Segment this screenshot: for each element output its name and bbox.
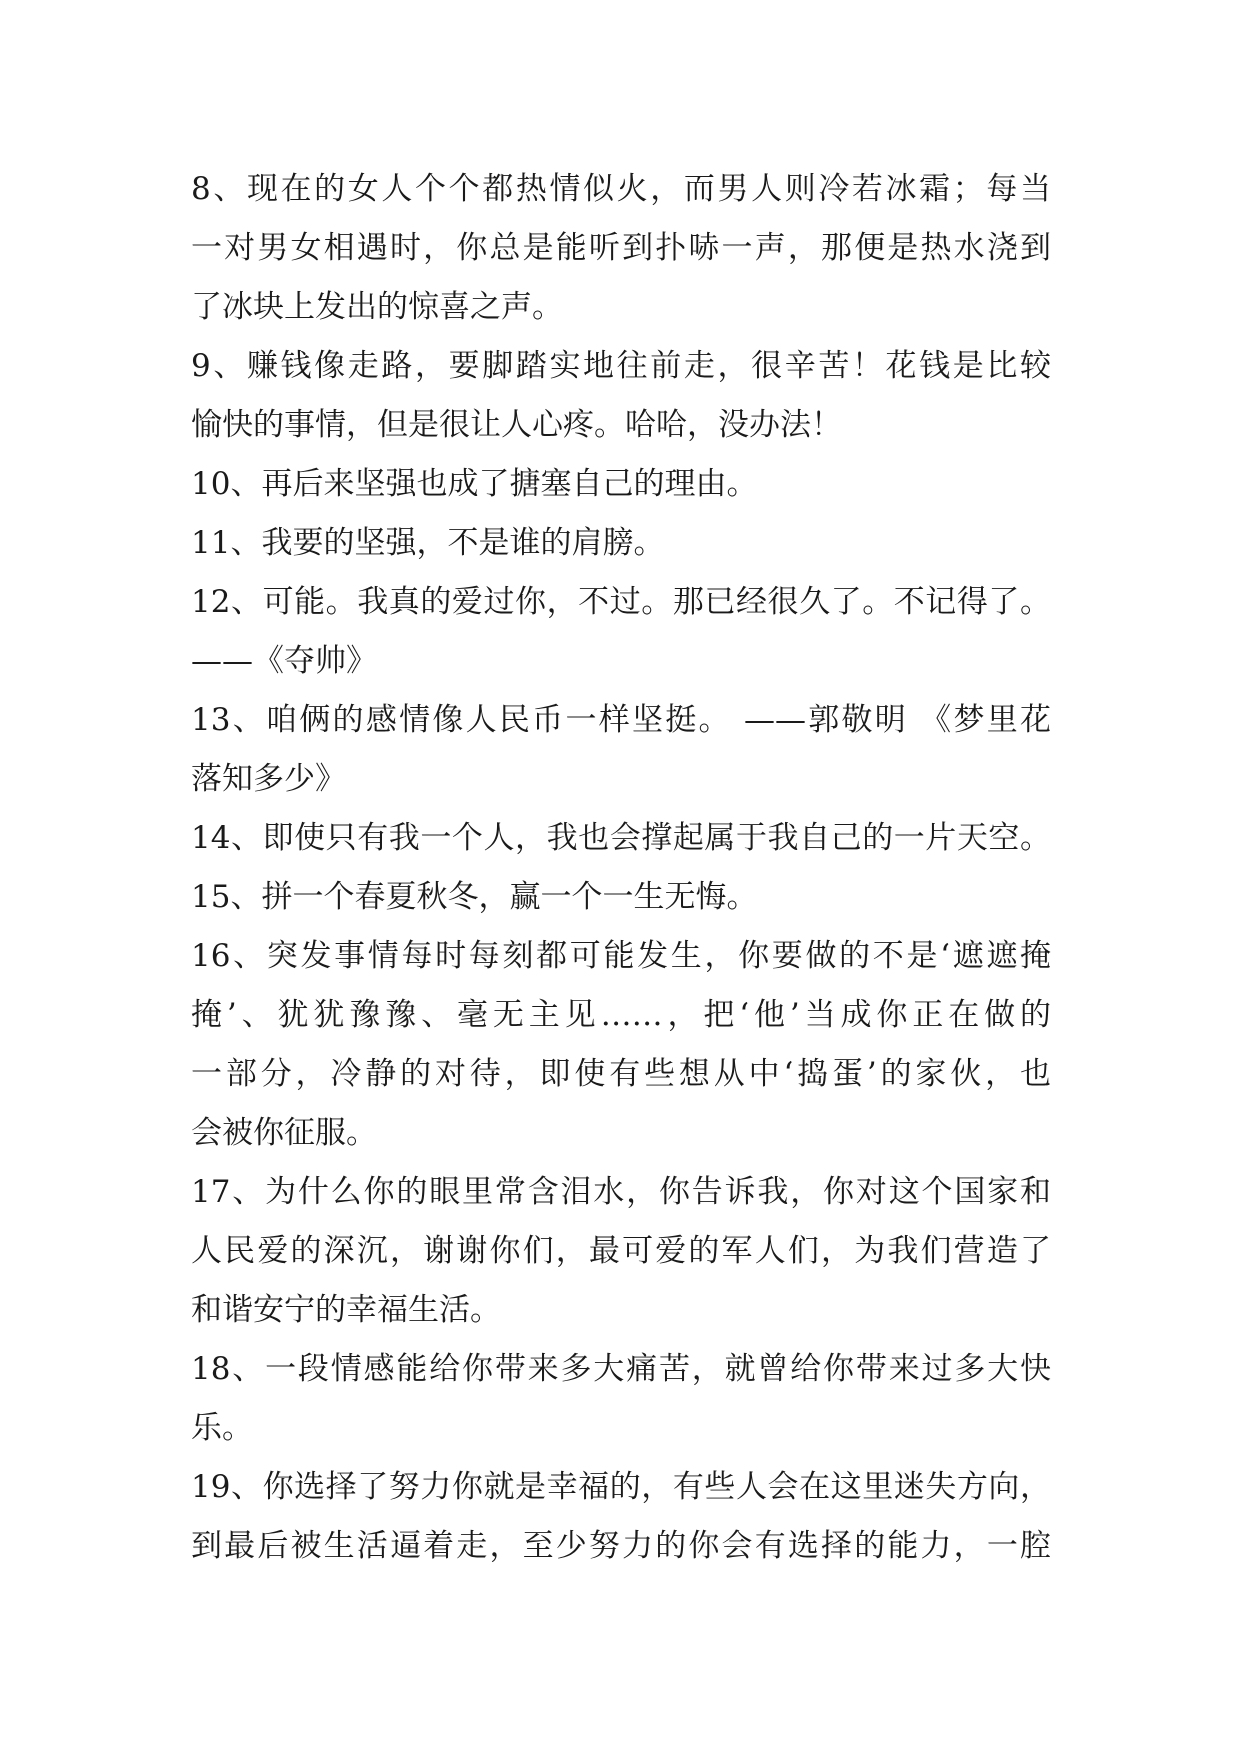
text-line: 17、为什么你的眼里常含泪水，你告诉我，你对这个国家和	[191, 1174, 1051, 1210]
text-line: 11、我要的坚强，不是谁的肩膀。	[191, 525, 665, 561]
text-line: 14、即使只有我一个人，我也会撑起属于我自己的一片天空。	[191, 820, 1051, 856]
text-line: 了冰块上发出的惊喜之声。	[191, 289, 563, 325]
text-line: 19、你选择了努力你就是幸福的，有些人会在这里迷失方向，	[191, 1469, 1051, 1505]
document-body	[191, 160, 1051, 1576]
text-line: 落知多少》	[191, 761, 346, 797]
text-line: 8、现在的女人个个都热情似火，而男人则冷若冰霜；每当	[191, 171, 1051, 207]
text-line: 一部分，冷静的对待，即使有些想从中‘捣蛋’的家伙，也	[191, 1056, 1051, 1092]
text-line: 13、咱俩的感情像人民币一样坚挺。 ——郭敬明 《梦里花	[191, 702, 1051, 738]
text-line: 愉快的事情，但是很让人心疼。哈哈，没办法！	[191, 407, 842, 443]
text-line: 乐。	[191, 1410, 253, 1446]
text-line: 9、赚钱像走路，要脚踏实地往前走，很辛苦！花钱是比较	[191, 348, 1051, 384]
text-line: 掩’、犹犹豫豫、毫无主见……，把‘他’当成你正在做的	[191, 997, 1051, 1033]
text-line: 一对男女相遇时，你总是能听到扑哧一声，那便是热水浇到	[191, 230, 1051, 266]
text-line: ——《夺帅》	[191, 643, 377, 679]
text-line: 到最后被生活逼着走，至少努力的你会有选择的能力，一腔	[191, 1528, 1051, 1564]
text-line: 16、突发事情每时每刻都可能发生，你要做的不是‘遮遮掩	[191, 938, 1051, 974]
text-line: 10、再后来坚强也成了搪塞自己的理由。	[191, 466, 758, 502]
text-line: 12、可能。我真的爱过你，不过。那已经很久了。不记得了。	[191, 584, 1051, 620]
text-line: 和谐安宁的幸福生活。	[191, 1292, 501, 1328]
text-line: 会被你征服。	[191, 1115, 377, 1151]
text-line: 人民爱的深沉，谢谢你们，最可爱的军人们，为我们营造了	[191, 1233, 1051, 1269]
text-line: 18、一段情感能给你带来多大痛苦，就曾给你带来过多大快	[191, 1351, 1051, 1387]
text-line: 15、拼一个春夏秋冬，赢一个一生无悔。	[191, 879, 758, 915]
